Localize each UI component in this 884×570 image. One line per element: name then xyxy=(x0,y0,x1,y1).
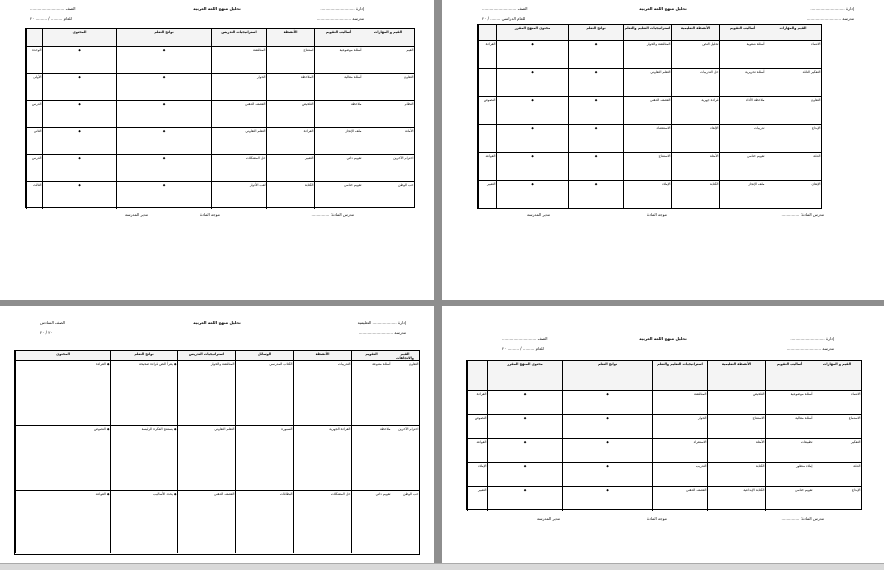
table-cell: القراءة xyxy=(467,391,487,414)
table-cell: الأولى xyxy=(26,74,42,100)
table-cell: الإملاء xyxy=(623,181,671,209)
table-cell: الملاحظة xyxy=(266,74,314,100)
table-cell: ◆ xyxy=(562,415,652,438)
table-header-cell: القيم و المهارات xyxy=(813,361,861,390)
table-cell: ◆ xyxy=(116,47,211,73)
table-cell: ◆ xyxy=(496,41,568,68)
table-cell: التعبير xyxy=(478,181,496,209)
table-cell: ◆ xyxy=(496,181,568,209)
analysis-table xyxy=(25,28,415,208)
table-cell: الأمثلة xyxy=(671,153,719,180)
document-page-1 xyxy=(0,0,434,300)
table-cell: العصف الذهني xyxy=(623,97,671,124)
table-row xyxy=(26,47,414,74)
table-row xyxy=(478,125,821,153)
table-cell: الدقة xyxy=(853,463,861,468)
table-cell: ◆ xyxy=(568,41,623,68)
table-cell: ◆ xyxy=(568,181,623,209)
table-cell: ◆ xyxy=(116,101,211,127)
table-cell: أسئلة موضوعية xyxy=(765,391,813,414)
table-cell: ◆ xyxy=(562,439,652,462)
table-cell: حب الوطن xyxy=(397,182,414,187)
table-cell: ◆ يحدد الأساليب xyxy=(110,491,177,553)
table-cell: الحوار xyxy=(652,415,707,438)
footer-supervisor: موجه المادة xyxy=(647,516,667,521)
table-header-cell: استراتيجيات التعليم والتعلم xyxy=(623,25,671,40)
table-cell: ◆ xyxy=(562,487,652,511)
table-cell: الإبداع xyxy=(811,125,821,130)
table-cell: الاستقصاء xyxy=(623,125,671,152)
table-cell: التفكير الناقد xyxy=(802,69,821,74)
analysis-table xyxy=(466,360,862,510)
table-cell: العصف الذهني xyxy=(211,101,266,127)
table-cell: ◆ xyxy=(42,101,116,127)
table-header-row xyxy=(478,25,821,41)
table-cell: الإملاء xyxy=(467,463,487,486)
table-header-cell: استراتيجيات التعليم والتعلم xyxy=(652,361,707,390)
table-cell: ◆ xyxy=(42,155,116,181)
table-header-cell: نواتج التعلم xyxy=(110,351,177,360)
page-subheader-left: للعام الدراسي ........ / ٢٠ xyxy=(482,16,526,21)
table-cell: حب الوطن xyxy=(402,491,419,496)
table-cell: التعاون xyxy=(403,74,414,79)
page-header-left: الصف ........................... xyxy=(482,6,528,11)
footer-teacher: مدرس المادة: .............. xyxy=(781,212,824,217)
table-cell: ◆ xyxy=(487,415,562,438)
table-row xyxy=(15,491,419,553)
table-cell: تحليل النص xyxy=(671,41,719,68)
table-cell: القواعد xyxy=(467,439,487,462)
table-cell xyxy=(478,125,496,152)
table-cell: حل التدريبات xyxy=(671,69,719,96)
table-header-cell xyxy=(478,25,496,40)
table-cell: الإتقان xyxy=(811,181,821,186)
table-cell: ◆ xyxy=(562,463,652,486)
table-cell: أسئلة متنوعة xyxy=(351,361,391,425)
table-cell: ◆ xyxy=(116,155,211,181)
table-cell: ◆ xyxy=(116,128,211,154)
table-cell: الأمثلة xyxy=(707,439,765,462)
page-header-center: تحليل منهج اللغة العربية xyxy=(193,6,241,11)
table-cell: ملاحظة xyxy=(351,426,391,490)
table-header-cell: محتوى المنهج المقرر xyxy=(496,25,568,40)
table-row xyxy=(26,74,414,101)
table-cell: ◆ xyxy=(487,463,562,486)
table-cell: التعلم التعاوني xyxy=(211,128,266,154)
table-header-cell: نواتج التعلم xyxy=(116,29,211,46)
table-cell xyxy=(478,69,496,96)
table-row xyxy=(467,391,861,415)
table-cell: أسئلة مقالية xyxy=(765,415,813,438)
table-cell: تقويم ختامي xyxy=(765,487,813,511)
table-header-cell: القيم والمهارات xyxy=(765,25,821,40)
table-cell: التلخيص xyxy=(707,391,765,414)
page-subheader-left: ٢٠ / ٢٠ xyxy=(40,330,53,335)
table-row xyxy=(467,463,861,487)
table-header-cell: استراتيجيات التدريس xyxy=(177,351,235,360)
table-header-row xyxy=(467,361,861,391)
table-cell: أسئلة تحريرية xyxy=(719,69,765,96)
table-cell: احترام الآخرين xyxy=(393,155,414,160)
page-header-right: إدارة ........................... xyxy=(810,6,854,11)
page-header-center: تحليل منهج اللغة العربية xyxy=(639,6,687,11)
table-row xyxy=(467,439,861,463)
table-cell: الكتابة الإبداعية xyxy=(707,487,765,511)
table-cell: الحوار xyxy=(211,74,266,100)
table-cell: قراءة جهرية xyxy=(671,97,719,124)
table-cell: السبورة xyxy=(235,426,293,490)
table-cell: ◆ xyxy=(42,182,116,209)
table-row xyxy=(478,181,821,209)
table-cell: ◆ xyxy=(568,69,623,96)
table-cell: ملف الإنجاز xyxy=(314,128,362,154)
table-cell: التفكير xyxy=(851,439,861,444)
table-cell: الكتابة xyxy=(671,181,719,209)
table-header-cell: نواتج التعلم xyxy=(568,25,623,40)
table-cell: البطاقات xyxy=(235,491,293,553)
table-header-cell: القيم والاتجاهات xyxy=(391,351,419,360)
table-cell: تقويم ختامي xyxy=(314,182,362,209)
table-row xyxy=(15,361,419,426)
table-header-cell: الأنشطة xyxy=(293,351,351,360)
table-row xyxy=(478,153,821,181)
table-cell: المناقشة والحوار xyxy=(177,361,235,425)
table-cell: ◆ xyxy=(496,153,568,180)
table-cell: الانتماء xyxy=(811,41,821,46)
table-cell: القراءة xyxy=(478,41,496,68)
table-cell: ◆ xyxy=(496,97,568,124)
table-cell: التعبير xyxy=(467,487,487,511)
table-cell: ملف الإنجاز xyxy=(719,181,765,209)
page-header-right: إدارة ........................... xyxy=(790,336,834,341)
table-cell: النصوص xyxy=(467,415,487,438)
table-header-cell xyxy=(467,361,487,390)
table-header-cell: أساليب التقويم xyxy=(719,25,765,40)
table-row xyxy=(26,182,414,209)
table-cell: القراءة xyxy=(266,128,314,154)
page-header-left: الصف ........................... xyxy=(30,6,76,11)
table-cell: النظام xyxy=(404,101,414,106)
table-cell: أسئلة موضوعية xyxy=(314,47,362,73)
table-cell: ◆ xyxy=(487,391,562,414)
table-cell: المناقشة xyxy=(211,47,266,73)
table-cell: ◆ xyxy=(42,47,116,73)
table-cell: الاستنتاج xyxy=(623,153,671,180)
table-cell: الدقة xyxy=(813,153,821,158)
table-cell: القواعد xyxy=(478,153,496,180)
table-cell: احترام الآخرين xyxy=(398,426,419,431)
table-cell: الكتابة xyxy=(707,463,765,486)
table-cell: ◆ xyxy=(562,391,652,414)
table-row xyxy=(26,128,414,155)
table-cell: التدريب xyxy=(652,463,707,486)
footer-principal: مدير المدرسة xyxy=(537,516,561,521)
page-header-left: الصف السادس xyxy=(40,320,65,325)
table-cell: ◆ xyxy=(496,69,568,96)
table-cell: الثاني xyxy=(26,128,42,154)
table-cell: أسئلة مقالية xyxy=(314,74,362,100)
document-page-2 xyxy=(442,0,884,300)
table-row xyxy=(26,101,414,128)
table-row xyxy=(26,155,414,182)
table-cell: ◆ xyxy=(42,74,116,100)
table-cell: التدريبات xyxy=(293,361,351,425)
table-cell: استنتاج xyxy=(266,47,314,73)
table-cell: ◆ النصوص xyxy=(15,426,110,490)
page-header-center: تحليل منهج اللغة العربية xyxy=(193,320,241,325)
table-row xyxy=(478,41,821,69)
footer-supervisor: موجه المادة xyxy=(200,212,220,217)
table-cell: الكتابة xyxy=(266,182,314,209)
table-header-cell: الأنشطة التعليمية xyxy=(671,25,719,40)
analysis-table xyxy=(14,350,420,555)
footer-teacher: مدرس المادة: .............. xyxy=(781,516,824,521)
table-cell: الإلقاء xyxy=(671,125,719,152)
table-header-cell: القيم و المهارات xyxy=(362,29,414,46)
table-cell: ◆ القواعد xyxy=(15,491,110,553)
table-cell: ◆ xyxy=(42,128,116,154)
table-cell: الثالث xyxy=(26,182,42,209)
table-header-cell: نواتج التعلم xyxy=(562,361,652,390)
table-header-row xyxy=(26,29,414,47)
table-cell: التعلم التعاوني xyxy=(177,426,235,490)
table-cell: ◆ xyxy=(568,97,623,124)
table-row xyxy=(467,415,861,439)
table-cell: التعلم التعاوني xyxy=(623,69,671,96)
table-cell: التلخيص xyxy=(266,101,314,127)
page-subheader-left: للعام ......... / ......... ٢٠ xyxy=(502,346,544,351)
table-header-cell xyxy=(26,29,42,46)
page-subheader-right: مدرسة ........................... xyxy=(358,330,406,335)
table-header-cell: أساليب التقويم xyxy=(765,361,813,390)
table-cell: تقويم ذاتي xyxy=(314,155,362,181)
table-cell: ◆ يستنتج الفكرة الرئيسة xyxy=(110,426,177,490)
table-cell: الوحدة xyxy=(26,47,42,73)
table-cell: ◆ xyxy=(116,74,211,100)
table-cell: ◆ xyxy=(487,439,562,462)
table-header-cell: الوسائل xyxy=(235,351,293,360)
table-cell: تقويم ختامي xyxy=(719,153,765,180)
table-cell: الأمانة xyxy=(405,128,414,133)
page-header-right: إدارة ........................... xyxy=(320,6,364,11)
footer-supervisor: موجه المادة xyxy=(647,212,667,217)
table-header-cell: المحتوى xyxy=(42,29,116,46)
document-page-3 xyxy=(0,306,434,569)
table-cell: حل المشكلات xyxy=(293,491,351,553)
table-cell: ◆ xyxy=(116,182,211,209)
table-cell: ◆ xyxy=(568,125,623,152)
table-cell: الانتماء xyxy=(851,391,861,396)
table-cell: ◆ يقرأ النص قراءة صحيحة xyxy=(110,361,177,425)
table-cell: المناقشة xyxy=(652,391,707,414)
table-cell: تقويم ذاتي xyxy=(351,491,391,553)
table-cell: التعاون xyxy=(408,361,419,366)
table-row xyxy=(478,69,821,97)
table-cell: العصف الذهني xyxy=(652,487,707,511)
table-cell: تطبيقات xyxy=(765,439,813,462)
table-cell: القيم xyxy=(406,47,414,52)
table-cell: الدرس xyxy=(26,101,42,127)
table-cell: المناقشة والحوار xyxy=(623,41,671,68)
table-cell: أسئلة شفوية xyxy=(719,41,765,68)
table-cell: ◆ xyxy=(487,487,562,511)
table-cell: ◆ القراءة xyxy=(15,361,110,425)
analysis-table xyxy=(477,24,822,209)
table-cell: ملاحظة الأداء xyxy=(719,97,765,124)
table-cell: ملاحظة xyxy=(314,101,362,127)
table-row xyxy=(467,487,861,511)
footer-principal: مدير المدرسة xyxy=(527,212,551,217)
table-cell: التعبير xyxy=(266,155,314,181)
table-row xyxy=(15,426,419,491)
table-cell: حل المشكلات xyxy=(211,155,266,181)
page-subheader-right: مدرسة ........................... xyxy=(786,346,834,351)
table-cell: لعب الأدوار xyxy=(211,182,266,209)
table-cell: الإبداع xyxy=(851,487,861,492)
table-cell: العصف الذهني xyxy=(177,491,235,553)
table-header-row xyxy=(15,351,419,361)
table-header-cell: محتوى المنهج المقرر xyxy=(487,361,562,390)
table-header-cell: المحتوى xyxy=(15,351,110,360)
table-cell: ◆ xyxy=(568,153,623,180)
page-header-right: إدارة ................... التعليمية xyxy=(357,320,406,325)
table-cell: ◆ xyxy=(496,125,568,152)
table-cell: الاستماع xyxy=(848,415,861,420)
table-cell: القراءة الجهرية xyxy=(293,426,351,490)
table-header-cell: الأنشطة التعليمية xyxy=(707,361,765,390)
footer-teacher: مدرس المادة: .............. xyxy=(311,212,354,217)
table-cell: الكتاب المدرسي xyxy=(235,361,293,425)
page-subheader-right: مدرسة ........................... xyxy=(316,16,364,21)
page-header-left: الصف ........................... xyxy=(502,336,548,341)
table-row xyxy=(478,97,821,125)
page-subheader-left: للعام ......... / ......... ٢٠ xyxy=(30,16,72,21)
page-header-center: تحليل منهج اللغة العربية xyxy=(639,336,687,341)
table-header-cell: التقويم xyxy=(351,351,391,360)
page-subheader-right: مدرسة ........................... xyxy=(806,16,854,21)
table-header-cell: الأنشطة xyxy=(266,29,314,46)
table-header-cell: أساليب التقويم xyxy=(314,29,362,46)
footer-principal: مدير المدرسة xyxy=(125,212,149,217)
table-cell: التعاون xyxy=(810,97,821,102)
table-cell: الاستقراء xyxy=(652,439,707,462)
table-cell: الدرس xyxy=(26,155,42,181)
document-page-4 xyxy=(442,306,884,569)
table-cell: النصوص xyxy=(478,97,496,124)
table-cell: الاستنتاج xyxy=(707,415,765,438)
table-cell: إملاء منظور xyxy=(765,463,813,486)
table-header-cell: استراتيجيات التدريس xyxy=(211,29,266,46)
table-cell: تدريبات xyxy=(719,125,765,152)
